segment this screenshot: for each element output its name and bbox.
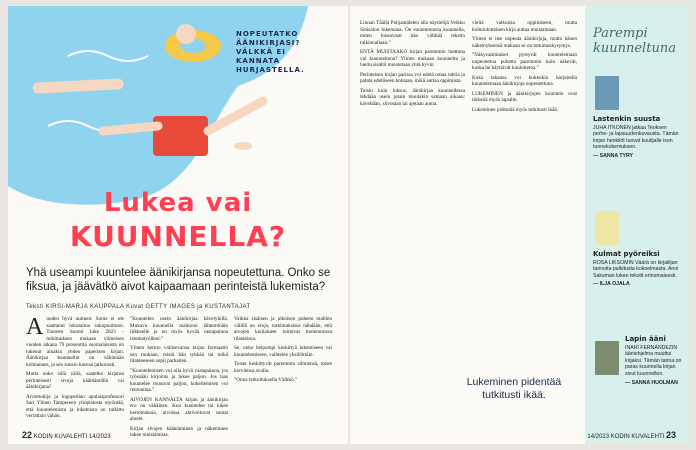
book-cover-1 bbox=[595, 76, 619, 110]
right-footer: 14/2023 KODIN KUVALEHTI 23 bbox=[587, 430, 676, 440]
book-cover-2 bbox=[595, 211, 619, 245]
article-column-4: Linnan Täällä Pohjantähden alla näyttelijä Veikko Sinisalon lukemana. On suurenmoista kuunnella, miten loistavasti hän välittää tekstin tulkinnallaan.” ENTÄ MUISTAAKO kirjan paremmin luettuna vai kuunneltuna? Ylinen mukaan kuunneltu ja luettu sisältö muistetaan yhtä hyvin. Perinteisen kirjan parissa voi edetä omaa tahtia ja palata edelliseen kohtaan, mikä auttaa oppimista. Toisin kuin luksus, äänikirjaa kuunnellessa tehdään usein jotain muutakin samaan aikaan: kävellään, siivotaan tai ajetaan autoa. bbox=[360, 20, 465, 107]
book-cover-3 bbox=[595, 341, 619, 375]
sidebar-box bbox=[585, 6, 690, 444]
headline-line-2: KUUNNELLA? bbox=[69, 220, 287, 253]
sidebar-title: Parempi kuunneltuna bbox=[593, 26, 676, 56]
article-column-2: ”Kuuntelen usein äänikirjaa kävelykillä. Mukava kuunnella maitooni lähteminäin liikkeelle ja on myös hyvää vastapainoa istumatyölleni.” Ylinen kertoo valitsevansa kirjan formaatin sen mukaan, mistä hän tykkää tai mikä tilanteeseen sopii parhaiten. ”Kuuntelemisen voi olla hyvä vastapainoa, jos työssään kirjoitus ja lukee paljon. Jos taas kuuntelee muutoin paljon, kokeilemisen voi rentouttaa.” AIVOJEN KANNALTA kirjan ja äänikirjan ero on vähäinen. Kun kuuntelee tai lukee kertomuksia, aivoissa aktivoituvat samat alueet. Kirjan sivujen kääntäminen ja näkeminen tukee muistamista. bbox=[130, 316, 228, 438]
swimmer-shirt bbox=[153, 116, 208, 156]
article-column-5: vieltä valkuisia oppimiseen, mutta kolmiulotteinen kirja auttaa muistamaan. Ylinen ei itse nopeuta äänikirjoja, mutta hänen näkemyksensä mukaan se on tottumuskysymys. ”Näkyvammaiset pystyvät kuuntelemaan nopeutettua puhetta paremmin kuin näkevät, koska he käyttävät kuulotietoa.” Kuka tahansa voi kuitenkin harjoitella kuuntelemaan äänikirjoja nopeutettuna. LUKEMINEN ja äänikirjojen kuuntelu ovat tärkeitä myös lapsille. Lukeminen pidentää myös tutkitusti ikää. bbox=[472, 20, 577, 113]
article-column-1: Auuden hyvä uutinen: Some ei ole saattanut lukutaitoa sukupuuttoon. Tuoreen Suomi luke 2023 -tutkimuksen mukaan viimeisen vuoden aikana 79 prosenttia suomalaisista on lukenut ainakin yhden paperisen kirjan. Äänikirjaa kuunnellut on vähintään kolmannes, ja sen suosio kasvaa jatkuvasti. Mutta onko sillä väliä, saatetko kirjansa perinteisesti sivuja kääntämällä vai äänikirjana? Aivoetukija ja logopedian apulaisprofessori Sari Ylinen Tampereen yliopistosta myöntää, että kuuntelemista ja lukemista on tutkittu verrattain vähän. bbox=[26, 314, 124, 419]
sidebar-item-1-heading: Lastenkin suusta bbox=[593, 115, 661, 123]
right-page bbox=[350, 6, 690, 444]
swimmer-head bbox=[176, 24, 196, 44]
sidebar-item-3: Lapin ääni INARI FERNÁNDEZIN ääniohjelma muuttui kirjaksi. Tämän tarina on paras kuunnella kirjan sivut kuunnellen. — SANNA HUOLMAN bbox=[625, 335, 682, 386]
article-column-3: Vaikka sisäisen ja ulkoisen puheen mallien välillä on eroja, tutkimuksissa nähdään, että aivojen kielialueet toimivat molemmissa tilanteissa. Se, onko helpompi keskittyä lukemiseen vai kuuntelemiseen, vaihtelee yksilöittäin. Toiset keskittyvät paremmin silmiensä, toiset korviensa avulla. ”Onna tarkoituksella Välkkö.” bbox=[234, 316, 332, 383]
dropcap: A bbox=[26, 314, 44, 340]
left-page bbox=[8, 6, 348, 444]
headline-line-1: Lukea vai bbox=[103, 188, 253, 218]
callout-text: NOPEUTATKO ÄÄNIKIRJASI? VÄLKKÄ EI KANNATA HURJASTELLA. bbox=[236, 30, 305, 74]
ingress: Yhä useampi kuuntelee äänikirjansa nopeutettuna. Onko se fiksua, ja jäävätkö aivot kaipaamaan perinteistä lukemista? bbox=[26, 267, 331, 293]
sidebar-item-2: Kulmat pyöreiksi ROSA LIKSOMIN Väärä on kirjailijan tarinoita palkitusta kokoelmasta. Anni Saksman lukee tekstit erinomaisesti. — ILJA OJALA bbox=[593, 251, 683, 288]
sidebar-item-3-heading: Lapin ääni bbox=[625, 335, 666, 343]
pull-quote: Lukeminen pidentää tutkitusti ikää. bbox=[466, 376, 562, 401]
sidebar-item-2-heading: Kulmat pyöreiksi bbox=[593, 250, 660, 258]
left-footer: 22 KODIN KUVALEHTI 14/2023 bbox=[22, 430, 111, 440]
byline: Teksti KIRSI-MARJA KAUPPALA Kuvat GETTY IMAGES ja KUSTANTAJAT bbox=[26, 304, 251, 310]
sidebar-item-1: Lastenkin suusta JUHA ITKONEN jatkaa Teoksen perhe- ja lapsuudenkuvausta. Tämän kirjan henkilöt tuovat kuulijalle ison tunnekokemuksen. — SANNA TYRY bbox=[593, 116, 683, 160]
